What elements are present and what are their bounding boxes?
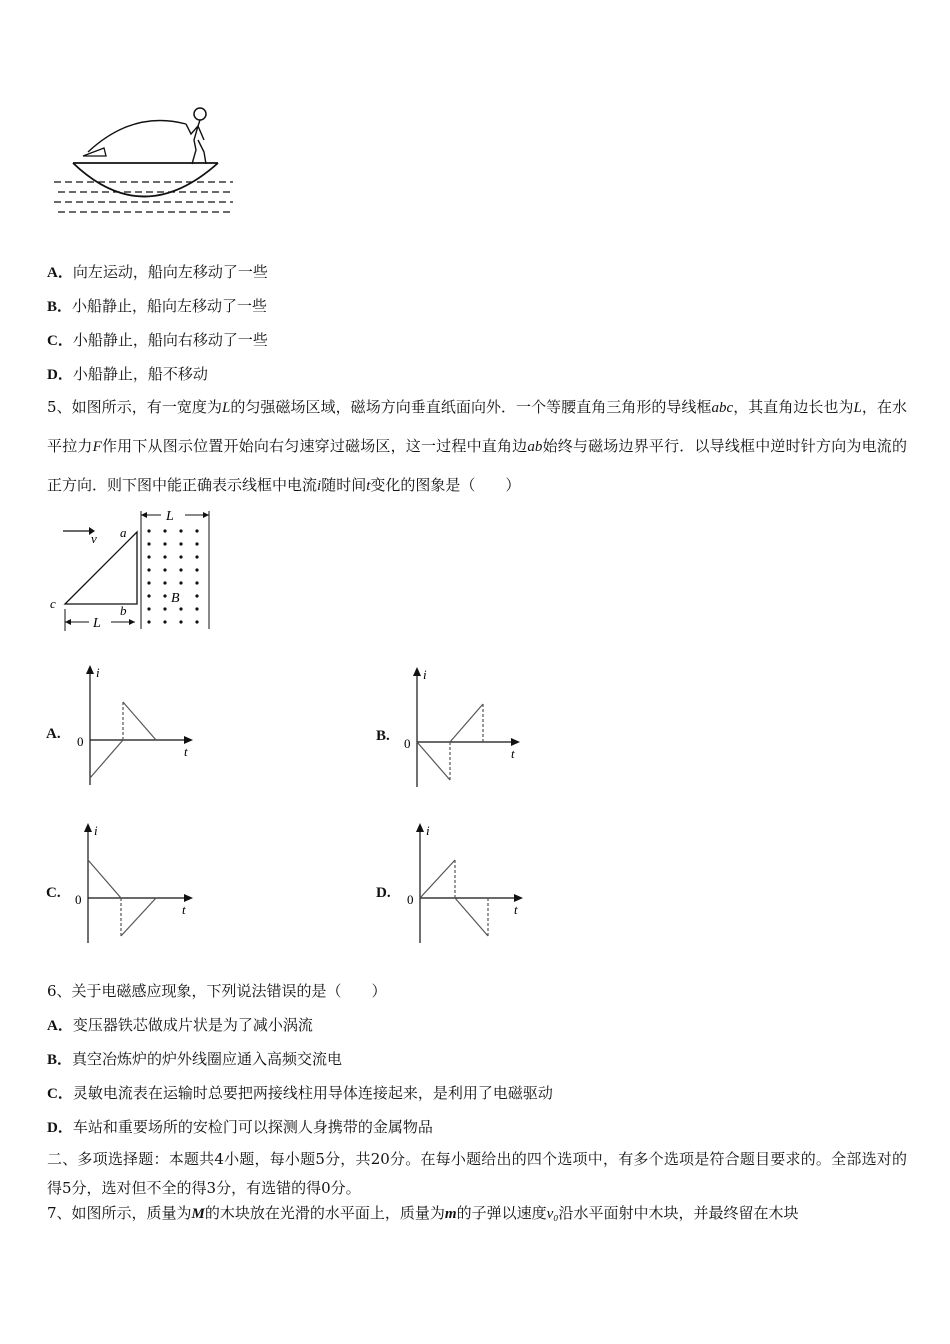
axis-t: t (511, 746, 515, 761)
graph-b (397, 662, 527, 792)
graph-b-letter: B. (376, 728, 390, 744)
jump-arc (88, 121, 186, 153)
graph-a (70, 660, 200, 790)
label-a: a (120, 525, 127, 540)
label-v: v (91, 531, 97, 546)
person-body (186, 120, 206, 164)
axis-i: i (426, 823, 430, 838)
q4-option-b: B．小船静止，船向左移动了一些 (47, 297, 268, 315)
q4-option-d: D．小船静止，船不移动 (47, 365, 208, 383)
q4-option-c: C．小船静止，船向右移动了一些 (47, 331, 268, 349)
graph-d (400, 818, 530, 948)
graph-c (70, 818, 200, 948)
q6-option-c: C．灵敏电流表在运输时总要把两接线柱用导体连接起来，是利用了电磁驱动 (47, 1084, 553, 1102)
q4-option-a: A．向左运动，船向左移动了一些 (47, 263, 268, 281)
axis-t: t (182, 902, 186, 917)
label-c: c (50, 596, 56, 611)
triangle-frame (65, 532, 137, 604)
section-2-header: 二、多项选择题：本题共4小题，每小题5分，共20分。在每小题给出的四个选项中，有多个选项是符合题目要求的。全部选对的得5分，选对但不全的得3分，有选错的得0分。 (47, 1150, 907, 1197)
q7-stem: 7、如图所示，质量为M的木块放在光滑的水平面上，质量为m的子弹以速度v₀沿水平面射中木块，并最终留在木块 (47, 1204, 799, 1222)
origin: 0 (404, 736, 411, 751)
q5-field-figure (45, 505, 220, 635)
label-b: b (120, 603, 127, 618)
axis-i: i (96, 665, 100, 680)
origin: 0 (77, 734, 84, 749)
origin: 0 (75, 892, 82, 907)
q6-stem: 6、关于电磁感应现象，下列说法错误的是（ ） (47, 982, 387, 1000)
q6-option-d: D．车站和重要场所的安检门可以探测人身携带的金属物品 (47, 1118, 433, 1136)
q6-option-a: A．变压器铁芯做成片状是为了减小涡流 (47, 1016, 313, 1034)
q5-stem: 5、如图所示，有一宽度为L的匀强磁场区域，磁场方向垂直纸面向外．一个等腰直角三角形的导线框abc，其直角边长也为L，在水平拉力F作用下从图示位置开始向右匀速穿过磁场区，这一过程中直角边ab始终与磁场边界平行．以导线框中逆时针方向为电流的正方向．则下图中能正确表示线框中电流i随时间t变化的图象是（ ） (47, 398, 907, 494)
label-L-top: L (166, 509, 174, 524)
graph-c-letter: C. (46, 885, 61, 901)
label-L-bottom: L (93, 616, 101, 631)
graph-d-letter: D. (376, 885, 391, 901)
axis-t: t (184, 744, 188, 759)
axis-i: i (94, 823, 98, 838)
q6-option-b: B．真空冶炼炉的炉外线圈应通入高频交流电 (47, 1050, 343, 1068)
label-B: B (171, 591, 180, 606)
field-dots (147, 529, 198, 623)
person-head (194, 108, 206, 120)
thrown-object (83, 148, 106, 156)
origin: 0 (407, 892, 414, 907)
axis-i: i (423, 667, 427, 682)
graph-a-letter: A. (46, 726, 61, 742)
boat-figure (48, 100, 238, 225)
axis-t: t (514, 902, 518, 917)
